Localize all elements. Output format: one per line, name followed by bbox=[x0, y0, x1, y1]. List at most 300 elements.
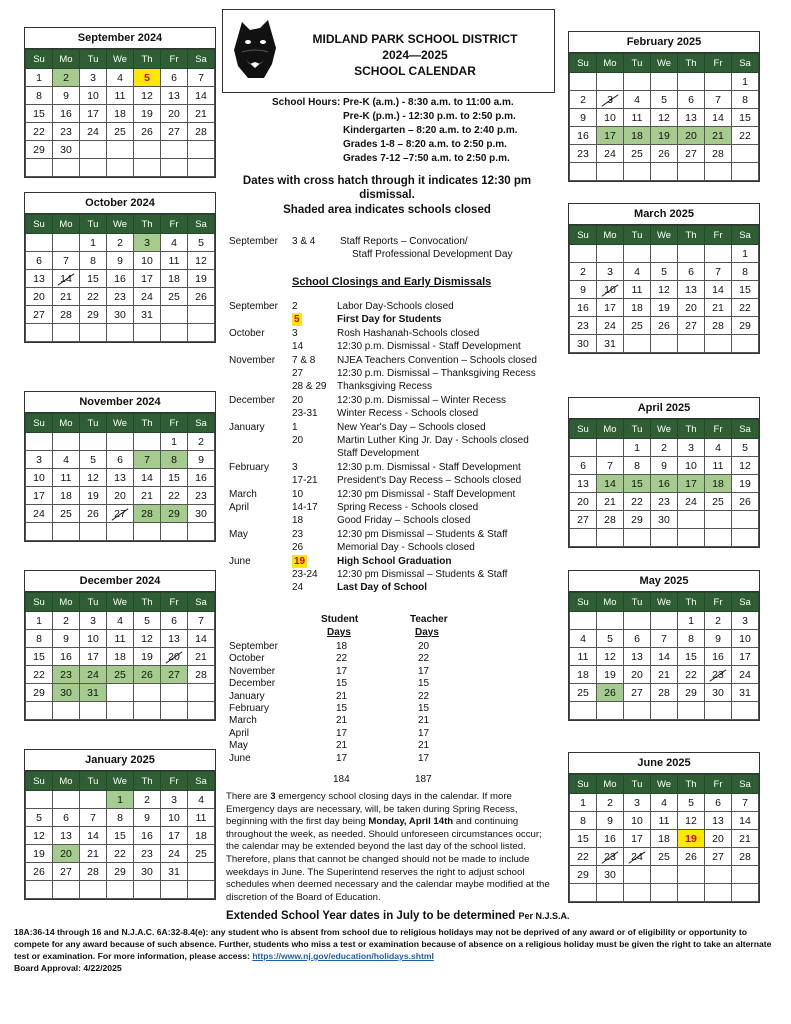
calendar-title: January 2025 bbox=[25, 750, 215, 771]
calendar-day bbox=[705, 335, 732, 353]
school-hours-line: Kindergarten – 8:20 a.m. to 2:40 p.m. bbox=[343, 125, 518, 136]
event-day: 3 bbox=[292, 327, 298, 339]
calendar-day bbox=[597, 529, 624, 547]
days-row-teacher: 15 bbox=[418, 678, 430, 690]
weekday-header: Tu bbox=[624, 420, 651, 439]
event-description: 12:30 pm Dismissal – Students & Staff bbox=[337, 569, 508, 580]
emergency-text: emergency school closing days in the calendar. If more Emergency days are necessary, will, be taken during Spring Recess, beginning with the first day being bbox=[226, 791, 518, 828]
event-day: 23 bbox=[292, 528, 304, 540]
weekday-header: Fr bbox=[705, 420, 732, 439]
calendar-day: 19 bbox=[732, 475, 759, 493]
calendar-day: 13 bbox=[53, 827, 80, 845]
calendar-day: 15 bbox=[80, 270, 107, 288]
calendar-day: 30 bbox=[107, 306, 134, 324]
calendar-day: 8 bbox=[678, 630, 705, 648]
calendar-april-2025 bbox=[568, 397, 760, 548]
calendar-day: 4 bbox=[161, 234, 188, 252]
calendar-day: 27 bbox=[53, 863, 80, 881]
event-day: 23-31 bbox=[292, 408, 318, 420]
weekday-header: Th bbox=[678, 593, 705, 612]
calendar-day bbox=[570, 245, 597, 263]
calendar-day: 17 bbox=[732, 648, 759, 666]
calendar-title: October 2024 bbox=[25, 193, 215, 214]
calendar-day: 21 bbox=[188, 105, 215, 123]
weekday-header: Sa bbox=[188, 215, 215, 234]
days-row-month: May bbox=[229, 740, 248, 752]
event-month: September bbox=[229, 301, 278, 312]
weekday-header: Tu bbox=[624, 226, 651, 245]
calendar-day: 5 bbox=[651, 91, 678, 109]
calendar-day: 4 bbox=[651, 794, 678, 812]
calendar-day bbox=[80, 324, 107, 342]
calendar-day bbox=[161, 324, 188, 342]
event-month: January bbox=[229, 421, 265, 433]
calendar-day: 1 bbox=[732, 73, 759, 91]
calendar-day: 16 bbox=[107, 270, 134, 288]
weekday-header: Sa bbox=[732, 54, 759, 73]
days-row-teacher: 15 bbox=[418, 703, 430, 714]
days-row-month: September bbox=[229, 641, 278, 652]
calendar-day bbox=[161, 684, 188, 702]
event-day: 20 bbox=[292, 394, 304, 406]
calendar-day bbox=[678, 884, 705, 902]
calendar-day bbox=[651, 335, 678, 353]
days-row-teacher: 22 bbox=[418, 653, 430, 665]
calendar-day: 12 bbox=[651, 109, 678, 127]
event-day: 14 bbox=[292, 341, 304, 353]
event-description: President's Day Recess – Schools closed bbox=[337, 475, 522, 487]
calendar-day: 24 bbox=[624, 848, 651, 866]
calendar-day: 29 bbox=[26, 141, 53, 159]
calendar-day: 27 bbox=[26, 306, 53, 324]
calendar-day: 22 bbox=[732, 127, 759, 145]
school-hours-line: Grades 7-12 –7:50 a.m. to 2:50 p.m. bbox=[343, 153, 510, 164]
event-day: 20 bbox=[292, 435, 304, 446]
calendar-day bbox=[624, 163, 651, 181]
calendar-title: September 2024 bbox=[25, 28, 215, 49]
calendar-day: 25 bbox=[53, 505, 80, 523]
calendar-day: 29 bbox=[624, 511, 651, 529]
calendar-day: 3 bbox=[597, 263, 624, 281]
weekday-header: Tu bbox=[624, 54, 651, 73]
calendar-day bbox=[53, 433, 80, 451]
days-row-student: 21 bbox=[336, 690, 348, 702]
calendar-day bbox=[80, 702, 107, 720]
calendar-day: 10 bbox=[597, 281, 624, 299]
calendar-day: 1 bbox=[678, 612, 705, 630]
calendar-day: 24 bbox=[26, 505, 53, 523]
calendar-day: 12 bbox=[134, 630, 161, 648]
calendar-day: 18 bbox=[624, 127, 651, 145]
weekday-header: Fr bbox=[161, 414, 188, 433]
district-header bbox=[222, 9, 555, 93]
calendar-day: 8 bbox=[624, 457, 651, 475]
calendar-day: 17 bbox=[26, 487, 53, 505]
calendar-day: 6 bbox=[570, 457, 597, 475]
calendar-day: 17 bbox=[161, 827, 188, 845]
calendar-day bbox=[161, 141, 188, 159]
weekday-header: Th bbox=[134, 414, 161, 433]
emergency-count: 3 bbox=[270, 791, 276, 802]
calendar-day bbox=[134, 433, 161, 451]
event-description: 12:30 pm Dismissal – Students & Staff bbox=[337, 528, 508, 540]
calendar-day: 18 bbox=[651, 830, 678, 848]
calendar-day: 20 bbox=[678, 299, 705, 317]
weekday-header: Tu bbox=[80, 215, 107, 234]
calendar-day: 5 bbox=[188, 234, 215, 252]
calendar-day: 30 bbox=[53, 684, 80, 702]
calendar-day: 21 bbox=[651, 666, 678, 684]
weekday-header: Fr bbox=[705, 775, 732, 794]
calendar-day: 31 bbox=[161, 863, 188, 881]
event-day: 23-24 bbox=[292, 569, 318, 580]
calendar-day: 25 bbox=[107, 666, 134, 684]
calendar-day: 9 bbox=[188, 451, 215, 469]
calendar-day: 3 bbox=[80, 612, 107, 630]
calendar-day: 2 bbox=[570, 263, 597, 281]
days-row-student: 18 bbox=[336, 641, 348, 652]
weekday-header: Mo bbox=[597, 420, 624, 439]
calendar-day bbox=[161, 523, 188, 541]
emergency-text: and continuing throughout the week, as needed. Should unforeseen circumstances occur; the calendar may be extended beyond the last day of the school listed. Therefore, plans that cannot be changed should not be made to include weekdays in June. The Superintend reserves the right to adjust school schedules when deemed necessary and the calendar maybe modified at the discretion of the Board of Education. bbox=[226, 816, 550, 903]
weekday-header: Tu bbox=[80, 414, 107, 433]
event-day: 27 bbox=[292, 368, 304, 379]
event-month: May bbox=[229, 528, 248, 540]
event-month: October bbox=[229, 327, 265, 339]
event-description: 12:30 p.m. Dismissal - Staff Development bbox=[337, 341, 521, 353]
calendar-day bbox=[53, 324, 80, 342]
weekday-header: Sa bbox=[732, 420, 759, 439]
calendar-day: 30 bbox=[651, 511, 678, 529]
calendar-day bbox=[651, 529, 678, 547]
event-description: Martin Luther King Jr. Day - Schools closed bbox=[337, 435, 529, 446]
calendar-day: 15 bbox=[678, 648, 705, 666]
weekday-header: Fr bbox=[161, 50, 188, 69]
calendar-day bbox=[651, 73, 678, 91]
calendar-day: 8 bbox=[26, 87, 53, 105]
calendar-day: 6 bbox=[678, 263, 705, 281]
calendar-day: 18 bbox=[570, 666, 597, 684]
event-month: December bbox=[229, 394, 276, 406]
calendar-day: 24 bbox=[597, 317, 624, 335]
days-row-student: 21 bbox=[336, 740, 348, 752]
calendar-june-2025 bbox=[568, 752, 760, 903]
calendar-day: 26 bbox=[651, 145, 678, 163]
calendar-day: 24 bbox=[161, 845, 188, 863]
calendar-day bbox=[651, 884, 678, 902]
event-day: 5 bbox=[294, 314, 300, 326]
calendar-title: April 2025 bbox=[569, 398, 759, 419]
school-hours-label: School Hours: bbox=[272, 97, 341, 108]
weekday-header: Sa bbox=[732, 775, 759, 794]
weekday-header: We bbox=[651, 775, 678, 794]
calendar-day: 2 bbox=[705, 612, 732, 630]
calendar-day bbox=[26, 159, 53, 177]
calendar-day: 19 bbox=[80, 487, 107, 505]
days-row-month: March bbox=[229, 715, 257, 727]
weekday-header: We bbox=[651, 54, 678, 73]
calendar-day: 20 bbox=[570, 493, 597, 511]
calendar-day bbox=[134, 141, 161, 159]
cross-hatch-notice-cont: dismissal. bbox=[359, 189, 415, 201]
calendar-day: 3 bbox=[678, 439, 705, 457]
calendar-day: 23 bbox=[651, 493, 678, 511]
calendar-day: 25 bbox=[188, 845, 215, 863]
days-row-student: 22 bbox=[336, 653, 348, 665]
days-row-student: 17 bbox=[336, 727, 348, 739]
weekday-header: Su bbox=[570, 54, 597, 73]
calendar-day: 22 bbox=[107, 845, 134, 863]
calendar-day: 3 bbox=[161, 791, 188, 809]
calendar-day: 6 bbox=[161, 612, 188, 630]
calendar-day: 5 bbox=[134, 612, 161, 630]
weekday-header: Su bbox=[570, 226, 597, 245]
calendar-day: 5 bbox=[651, 263, 678, 281]
calendar-day bbox=[624, 702, 651, 720]
calendar-day: 25 bbox=[624, 145, 651, 163]
calendar-day: 2 bbox=[53, 612, 80, 630]
calendar-day: 23 bbox=[570, 145, 597, 163]
calendar-day bbox=[597, 163, 624, 181]
calendar-day bbox=[53, 159, 80, 177]
calendar-day: 12 bbox=[134, 87, 161, 105]
calendar-day bbox=[705, 866, 732, 884]
calendar-day: 9 bbox=[651, 457, 678, 475]
weekday-header: Mo bbox=[53, 50, 80, 69]
calendar-day: 11 bbox=[107, 87, 134, 105]
calendar-day: 21 bbox=[53, 288, 80, 306]
calendar-day: 11 bbox=[188, 809, 215, 827]
event-month: June bbox=[229, 555, 251, 567]
calendar-day: 27 bbox=[678, 145, 705, 163]
calendar-day: 23 bbox=[705, 666, 732, 684]
event-description: Winter Recess - Schools closed bbox=[337, 408, 479, 420]
calendar-day: 16 bbox=[134, 827, 161, 845]
calendar-day bbox=[651, 245, 678, 263]
calendar-day bbox=[26, 433, 53, 451]
calendar-day: 23 bbox=[188, 487, 215, 505]
event-description: 12:30 p.m. Dismissal – Thanksgiving Recess bbox=[337, 368, 536, 379]
calendar-day bbox=[597, 73, 624, 91]
calendar-september-2024 bbox=[24, 27, 216, 178]
calendar-day: 6 bbox=[53, 809, 80, 827]
calendar-day: 28 bbox=[188, 666, 215, 684]
calendar-day bbox=[107, 881, 134, 899]
weekday-header: Su bbox=[570, 420, 597, 439]
calendar-day: 30 bbox=[53, 141, 80, 159]
calendar-day bbox=[732, 511, 759, 529]
days-row-month: April bbox=[229, 727, 250, 739]
event-month: April bbox=[229, 502, 250, 513]
calendar-day: 7 bbox=[80, 809, 107, 827]
calendar-day: 20 bbox=[53, 845, 80, 863]
calendar-day bbox=[732, 884, 759, 902]
calendar-day bbox=[624, 612, 651, 630]
days-row-month: June bbox=[229, 752, 251, 764]
calendar-day: 6 bbox=[705, 794, 732, 812]
calendar-day bbox=[678, 73, 705, 91]
calendar-day bbox=[188, 523, 215, 541]
calendar-day: 24 bbox=[134, 288, 161, 306]
calendar-day: 24 bbox=[80, 123, 107, 141]
calendar-day: 29 bbox=[107, 863, 134, 881]
staff-desc-cont: Staff Professional Development Day bbox=[352, 249, 513, 260]
calendar-day bbox=[678, 702, 705, 720]
calendar-day: 9 bbox=[570, 281, 597, 299]
calendar-day: 19 bbox=[188, 270, 215, 288]
weekday-header: Mo bbox=[53, 772, 80, 791]
calendar-day: 11 bbox=[705, 457, 732, 475]
calendar-day: 13 bbox=[161, 630, 188, 648]
calendar-day: 29 bbox=[26, 684, 53, 702]
teacher-days-header: Teacher bbox=[410, 614, 448, 625]
calendar-day bbox=[624, 335, 651, 353]
calendar-day: 29 bbox=[570, 866, 597, 884]
calendar-day: 1 bbox=[161, 433, 188, 451]
calendar-day bbox=[107, 523, 134, 541]
calendar-day bbox=[53, 523, 80, 541]
emergency-date: Monday, April 14th bbox=[368, 816, 454, 828]
calendar-day: 16 bbox=[53, 648, 80, 666]
calendar-day: 1 bbox=[732, 245, 759, 263]
calendar-day: 1 bbox=[26, 69, 53, 87]
calendar-january-2025 bbox=[24, 749, 216, 900]
calendar-day bbox=[732, 866, 759, 884]
calendar-day bbox=[161, 159, 188, 177]
event-day: 7 & 8 bbox=[292, 354, 316, 366]
calendar-day: 28 bbox=[732, 848, 759, 866]
calendar-day: 3 bbox=[597, 91, 624, 109]
calendar-day bbox=[53, 791, 80, 809]
calendar-day: 16 bbox=[188, 469, 215, 487]
calendar-day: 8 bbox=[80, 252, 107, 270]
calendar-day: 3 bbox=[134, 234, 161, 252]
weekday-header: Mo bbox=[597, 775, 624, 794]
weekday-header: Mo bbox=[597, 226, 624, 245]
event-day: 2 bbox=[292, 301, 298, 312]
weekday-header: Th bbox=[678, 54, 705, 73]
calendar-day: 2 bbox=[107, 234, 134, 252]
calendar-day: 12 bbox=[597, 648, 624, 666]
calendar-day: 4 bbox=[107, 69, 134, 87]
event-day: 24 bbox=[292, 582, 304, 594]
calendar-day bbox=[134, 159, 161, 177]
holidays-link[interactable]: https://www.nj.gov/education/holidays.shtml bbox=[252, 951, 434, 961]
calendar-day: 4 bbox=[53, 451, 80, 469]
calendar-day bbox=[107, 684, 134, 702]
calendar-day: 29 bbox=[678, 684, 705, 702]
calendar-day: 17 bbox=[597, 127, 624, 145]
calendar-day: 4 bbox=[188, 791, 215, 809]
calendar-day bbox=[705, 884, 732, 902]
calendar-day bbox=[705, 245, 732, 263]
calendar-day: 19 bbox=[134, 648, 161, 666]
weekday-header: Sa bbox=[188, 414, 215, 433]
calendar-day bbox=[26, 702, 53, 720]
weekday-header: Su bbox=[26, 414, 53, 433]
calendar-day: 26 bbox=[26, 863, 53, 881]
calendar-day: 19 bbox=[26, 845, 53, 863]
days-row-teacher: 17 bbox=[418, 665, 430, 677]
calendar-day bbox=[26, 234, 53, 252]
calendar-day: 28 bbox=[53, 306, 80, 324]
weekday-header: Mo bbox=[597, 593, 624, 612]
calendar-day: 6 bbox=[107, 451, 134, 469]
calendar-day bbox=[624, 866, 651, 884]
calendar-day: 31 bbox=[732, 684, 759, 702]
calendar-day: 9 bbox=[53, 87, 80, 105]
calendar-day: 13 bbox=[678, 281, 705, 299]
calendar-day bbox=[597, 245, 624, 263]
panther-logo bbox=[232, 18, 278, 80]
calendar-day: 20 bbox=[107, 487, 134, 505]
footer-text: 18A:36-14 through 16 and N.J.A.C. 6A:32-8.4(e): any student who is absent from school due to religious holidays may not be deprived of any award or of eligibility or opportunity to compete for any award because of such absence. Further, students who miss a test or examination because of absence on a religious holiday must be given the right to take an alternate test or examination. For more information, please access: bbox=[14, 927, 772, 961]
calendar-day: 27 bbox=[161, 666, 188, 684]
event-description: First Day for Students bbox=[337, 314, 442, 326]
calendar-day bbox=[161, 702, 188, 720]
calendar-day: 9 bbox=[570, 109, 597, 127]
emergency-paragraph bbox=[226, 791, 556, 904]
calendar-day bbox=[161, 306, 188, 324]
calendar-day: 7 bbox=[597, 457, 624, 475]
calendar-day: 12 bbox=[651, 281, 678, 299]
calendar-october-2024 bbox=[24, 192, 216, 343]
calendar-day: 3 bbox=[80, 69, 107, 87]
calendar-day: 24 bbox=[732, 666, 759, 684]
weekday-header: We bbox=[107, 414, 134, 433]
calendar-day: 6 bbox=[26, 252, 53, 270]
calendar-day: 27 bbox=[107, 505, 134, 523]
weekday-header: We bbox=[107, 50, 134, 69]
calendar-day: 9 bbox=[705, 630, 732, 648]
calendar-day bbox=[570, 612, 597, 630]
calendar-day: 5 bbox=[597, 630, 624, 648]
calendar-day: 5 bbox=[732, 439, 759, 457]
calendar-day: 27 bbox=[161, 123, 188, 141]
calendar-day: 14 bbox=[597, 475, 624, 493]
event-description: 12:30 p.m. Dismissal – Winter Recess bbox=[337, 394, 506, 406]
calendar-day: 21 bbox=[705, 127, 732, 145]
calendar-day bbox=[80, 523, 107, 541]
calendar-day: 30 bbox=[705, 684, 732, 702]
calendar-day bbox=[53, 234, 80, 252]
calendar-day: 14 bbox=[134, 469, 161, 487]
calendar-day bbox=[651, 612, 678, 630]
calendar-day bbox=[651, 163, 678, 181]
calendar-day: 4 bbox=[107, 612, 134, 630]
calendar-day: 11 bbox=[161, 252, 188, 270]
calendar-day bbox=[624, 245, 651, 263]
calendar-day: 28 bbox=[80, 863, 107, 881]
calendar-day: 18 bbox=[705, 475, 732, 493]
calendar-day: 22 bbox=[624, 493, 651, 511]
days-row-student: 17 bbox=[336, 752, 348, 764]
school-hours-line: Pre-K (p.m.) - 12:30 p.m. to 2:50 p.m. bbox=[343, 111, 516, 122]
calendar-day: 22 bbox=[161, 487, 188, 505]
calendar-day: 2 bbox=[53, 69, 80, 87]
calendar-day: 30 bbox=[134, 863, 161, 881]
calendar-day: 16 bbox=[53, 105, 80, 123]
calendar-title: June 2025 bbox=[569, 753, 759, 774]
calendar-day: 2 bbox=[134, 791, 161, 809]
calendar-day: 21 bbox=[705, 299, 732, 317]
calendar-day bbox=[597, 439, 624, 457]
calendar-day: 26 bbox=[80, 505, 107, 523]
calendar-day: 10 bbox=[26, 469, 53, 487]
days-row-month: January bbox=[229, 690, 265, 702]
calendar-day bbox=[26, 791, 53, 809]
calendar-day: 25 bbox=[651, 848, 678, 866]
